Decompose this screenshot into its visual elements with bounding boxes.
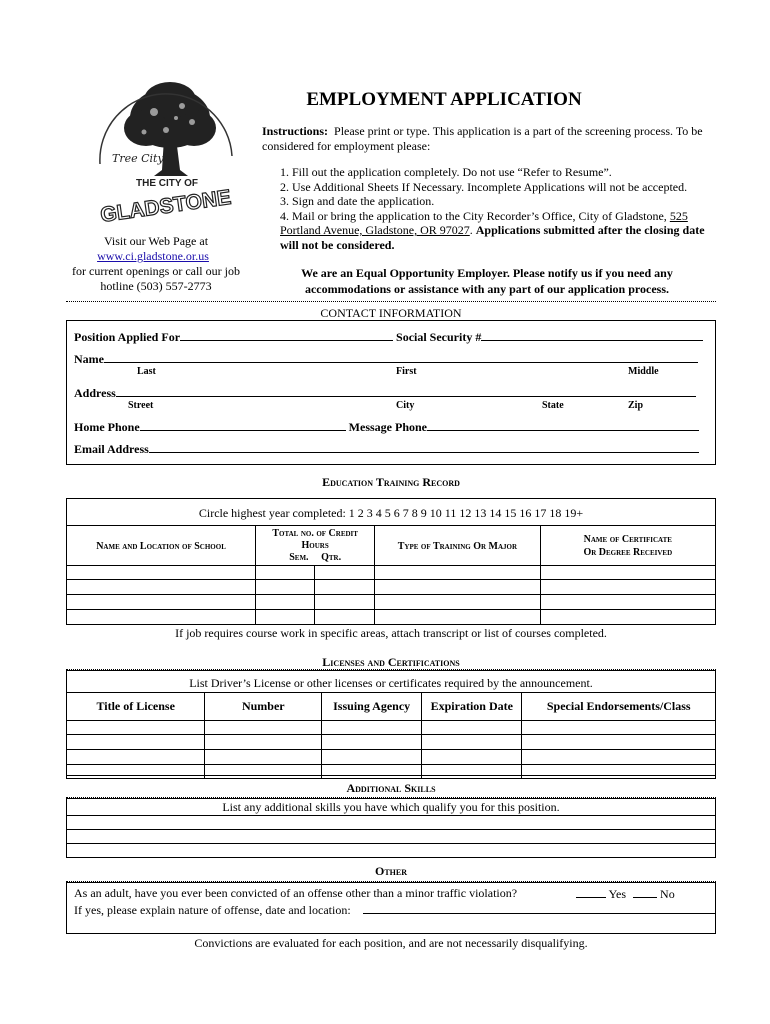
table-row[interactable] — [67, 735, 716, 750]
education-table — [66, 525, 716, 625]
addr-street-label: Street — [128, 400, 154, 411]
website-link[interactable]: www.ci.gladstone.or.us — [97, 249, 209, 263]
page-title: EMPLOYMENT APPLICATION — [306, 89, 582, 110]
education-heading: Education Training Record — [322, 475, 460, 489]
eoe-line1: We are an Equal Opportunity Employer. Please notify us if you need any — [301, 266, 673, 280]
col-license-title: Title of License — [67, 693, 205, 721]
step-3: 3. Sign and date the application. — [280, 194, 435, 208]
openings-text: for current openings or call our job — [72, 264, 240, 278]
message-phone-label: Message Phone — [348, 420, 427, 434]
step-2: 2. Use Additional Sheets If Necessary. Incomplete Applications will not be accepted. — [280, 179, 688, 194]
explain-label: If yes, please explain nature of offense, date and location: — [74, 903, 351, 917]
position-field[interactable] — [180, 329, 393, 341]
instructions-label: Instructions: — [262, 124, 329, 138]
skills-line-1[interactable] — [66, 815, 716, 816]
col-license-number: Number — [205, 693, 322, 721]
email-label: Email Address — [74, 442, 149, 456]
contact-heading: CONTACT INFORMATION — [320, 306, 462, 320]
instructions-line2: considered for employment please: — [262, 139, 431, 153]
name-last-label: Last — [137, 366, 156, 377]
table-row[interactable] — [67, 595, 716, 610]
col-issuing-agency: Issuing Agency — [322, 693, 422, 721]
ssn-label: Social Security # — [396, 330, 482, 344]
skills-heading: Additional Skills — [346, 781, 436, 795]
step-4-address: Portland Avenue, Gladstone, OR 97027 — [280, 223, 470, 237]
visit-text: Visit our Web Page at — [103, 234, 209, 248]
licenses-instruction: List Driver’s License or other licenses or certificates required by the announcement. — [189, 676, 593, 690]
name-first-label: First — [396, 366, 417, 377]
step-4-warning: Applications submitted after the closing date — [475, 223, 705, 237]
col-cert-header: Name of Certificate Or Degree Received — [540, 526, 715, 566]
city-logo — [88, 72, 240, 222]
conviction-question: As an adult, have you ever been convicted of an offense other than a minor traffic violation? — [74, 886, 518, 900]
table-row[interactable] — [67, 765, 716, 779]
table-row[interactable] — [67, 721, 716, 735]
table-row[interactable] — [67, 580, 716, 595]
licenses-heading: Licenses and Certifications — [322, 655, 460, 669]
message-phone-field[interactable] — [427, 419, 699, 431]
eoe-line2: accommodations or assistance with any part of our application process. — [304, 282, 669, 296]
position-label: Position Applied For — [74, 330, 181, 344]
skills-line-3[interactable] — [66, 843, 716, 844]
year-circle-row[interactable]: Circle highest year completed: 1 2 3 4 5 6 7 8 9 10 11 12 13 14 15 16 17 18 19+ — [198, 506, 584, 520]
step-4: 4. Mail or bring the application to the City Recorder’s Office, City of Gladstone, 525 — [280, 208, 688, 223]
addr-state-label: State — [542, 400, 564, 411]
logo-top-text: THE CITY OF — [136, 178, 199, 189]
col-endorsements: Special Endorsements/Class — [522, 693, 716, 721]
address-label: Address — [74, 386, 116, 400]
step-4-warning-2: will not be considered. — [280, 237, 395, 252]
addr-city-label: City — [396, 400, 415, 411]
instructions-line1: Please print or type. This application is a part of the screening process. To be — [334, 124, 703, 138]
no-label: No — [660, 887, 675, 901]
home-phone-label: Home Phone — [74, 420, 140, 434]
col-type-header: Type of Training Or Major — [375, 526, 540, 566]
yes-label: Yes — [608, 887, 627, 901]
table-row[interactable] — [67, 610, 716, 625]
skills-line-2[interactable] — [66, 829, 716, 830]
no-blank[interactable] — [633, 886, 657, 898]
name-middle-label: Middle — [628, 366, 659, 377]
name-field[interactable] — [104, 351, 698, 363]
col-school-header: Name and Location of School — [67, 526, 256, 566]
col-expiration-date: Expiration Date — [422, 693, 522, 721]
education-note: If job requires course work in specific areas, attach transcript or list of courses completed. — [175, 626, 607, 640]
col-hours-header: Total no. of Credit Hours Sem. Qtr. — [256, 526, 375, 566]
convictions-note: Convictions are evaluated for each position, and are not necessarily disqualifying. — [194, 936, 588, 950]
addr-zip-label: Zip — [628, 400, 644, 411]
logo-main-text: GLADSTONE — [99, 185, 233, 222]
skills-instruction: List any additional skills you have which qualify you for this position. — [222, 800, 560, 814]
other-heading: Other — [374, 864, 407, 878]
home-phone-field[interactable] — [140, 419, 346, 431]
email-field[interactable] — [149, 441, 699, 453]
table-row[interactable] — [67, 750, 716, 765]
header-divider — [66, 301, 716, 302]
address-field[interactable] — [116, 385, 696, 397]
table-row[interactable] — [67, 566, 716, 580]
name-label: Name — [74, 352, 104, 366]
explain-field[interactable] — [363, 902, 715, 914]
ssn-field[interactable] — [481, 329, 703, 341]
licenses-table — [66, 692, 716, 779]
logo-script-text: Tree City — [112, 152, 164, 165]
yes-blank[interactable] — [576, 886, 606, 898]
step-1: 1. Fill out the application completely. Do not use “Refer to Resume”. — [280, 165, 612, 179]
hotline-text: hotline (503) 557-2773 — [100, 279, 212, 293]
